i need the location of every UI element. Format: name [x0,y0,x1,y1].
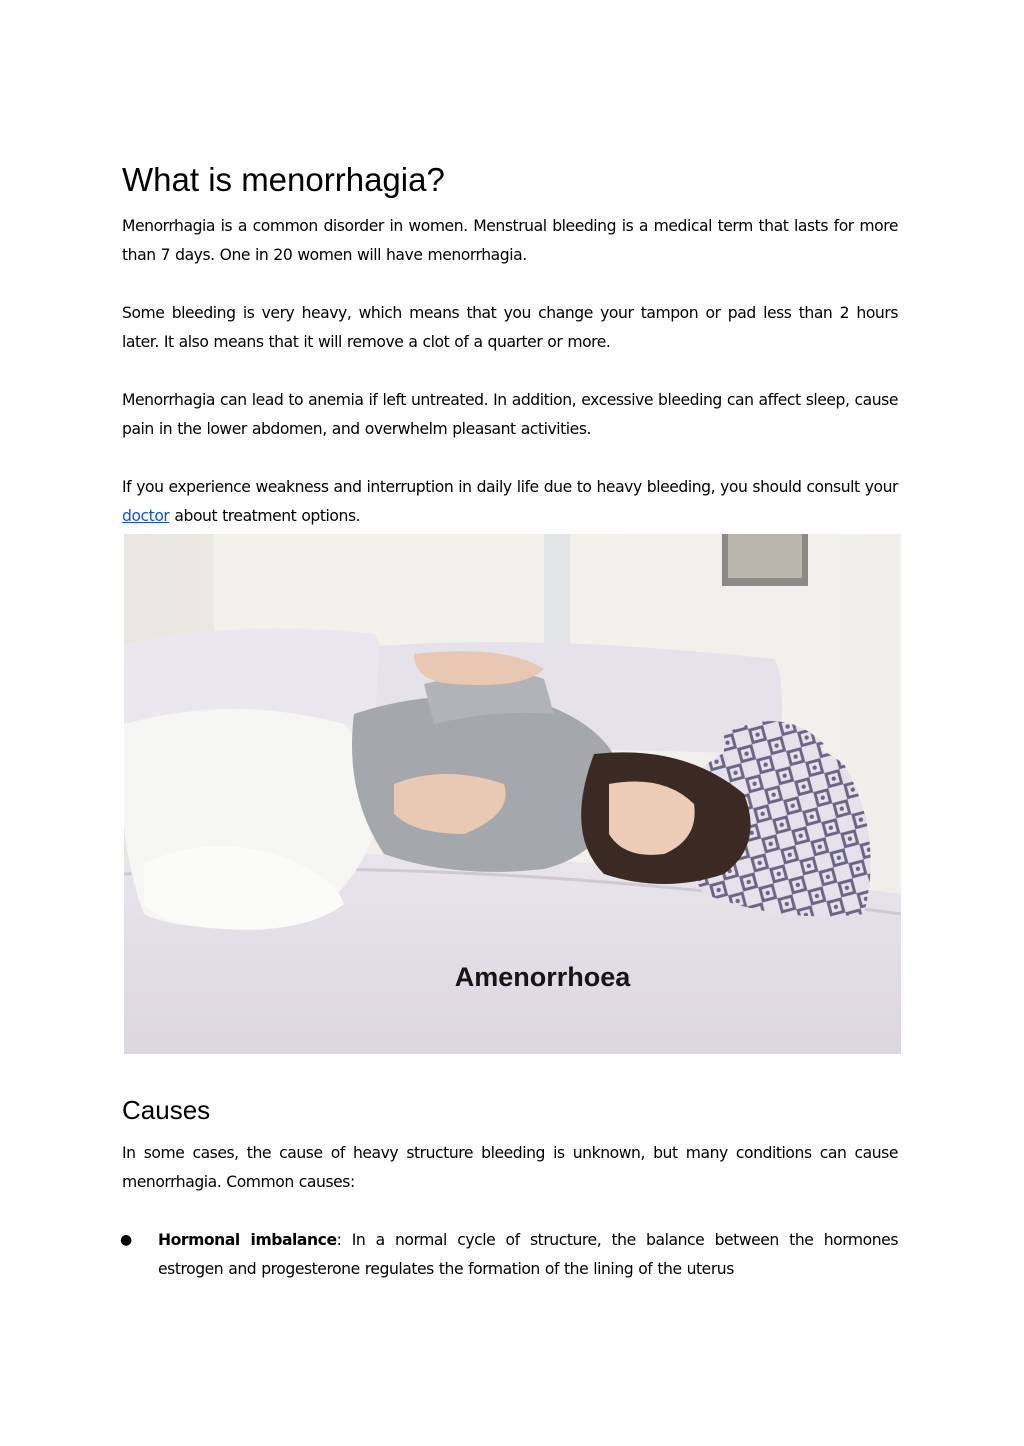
consult-text-after: about treatment options. [169,507,361,525]
section-heading-causes: Causes [122,1095,211,1125]
bullet-text [158,1226,898,1284]
doctor-link[interactable]: doctor [122,507,170,525]
page-title: What is menorrhagia? [122,161,445,198]
bullet-term: Hormonal imbalance [158,1231,337,1249]
paragraph-consult [122,473,898,531]
bullet-separator: : [336,1231,352,1249]
illustration-image [124,534,901,1054]
paragraph-definition: Menorrhagia is a common disorder in women. Menstrual bleeding is a medical term that lasts for more than 7 days. One in 20 women will have menorrhagia. [122,217,898,264]
image-caption: Amenorrhoea [454,962,631,992]
consult-text-before: If you experience weakness and interruption in daily life due to heavy bleeding, you should consult your [122,478,898,496]
paragraph-anemia: Menorrhagia can lead to anemia if left untreated. In addition, excessive bleeding can affect sleep, cause pain in the lower abdomen, and overwhelm pleasant activities. [122,391,898,438]
paragraph-causes-intro: In some cases, the cause of heavy structure bleeding is unknown, but many conditions can cause menorrhagia. Common causes: [122,1144,898,1191]
paragraph-heavy-bleeding: Some bleeding is very heavy, which means that you change your tampon or pad less than 2 hours later. It also means that it will remove a clot of a quarter or more. [122,304,898,351]
bullet-icon: ● [120,1232,133,1248]
bullet-description: In a normal cycle of structure, the balance between the hormones estrogen and progesterone regulates the formation of the lining of the uterus [158,1231,898,1278]
